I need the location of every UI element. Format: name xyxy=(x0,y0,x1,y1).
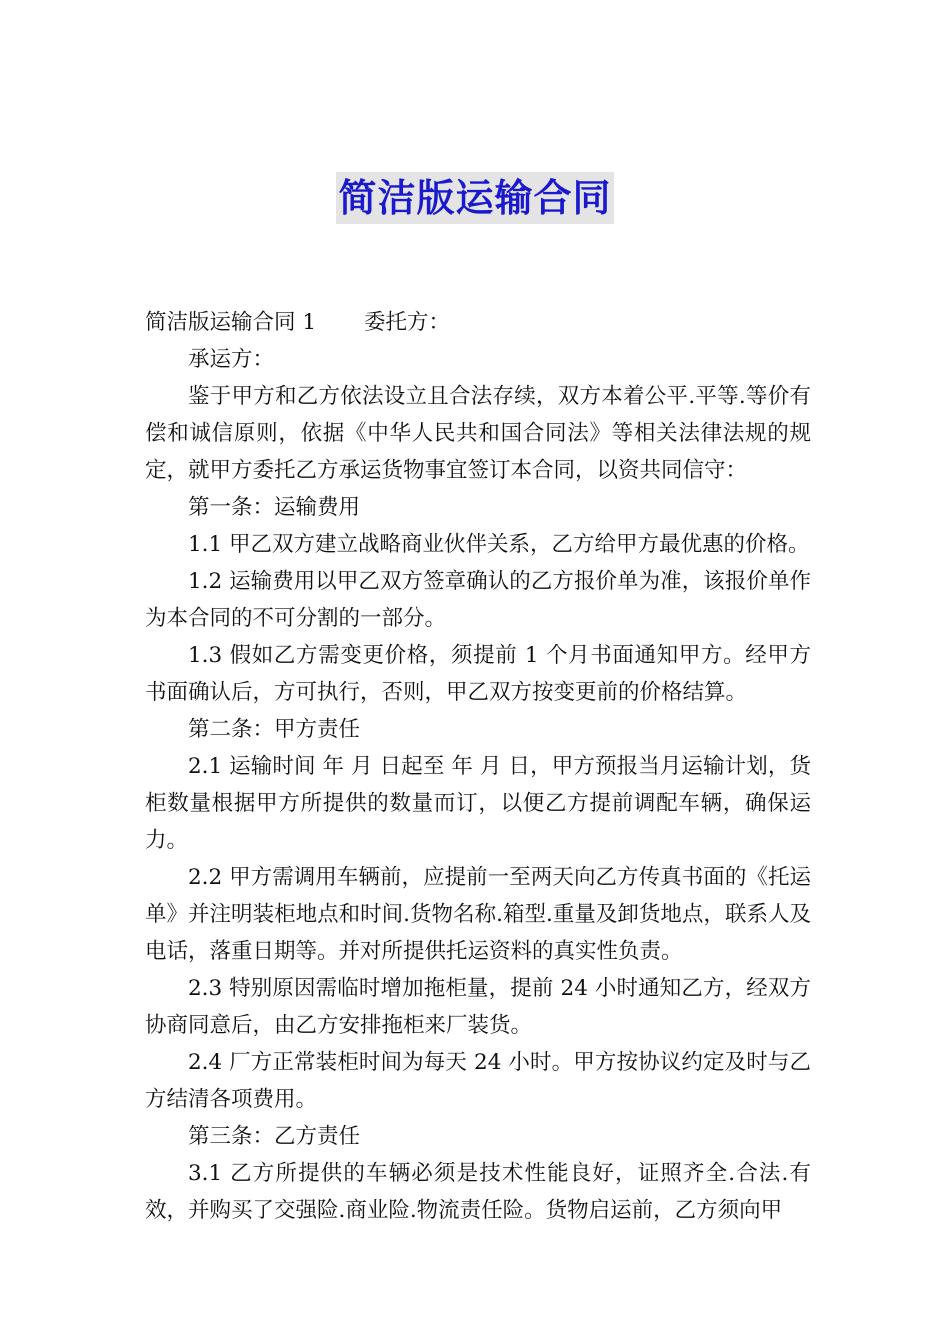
paragraph: 1.3 假如乙方需变更价格，须提前 1 个月书面通知甲方。经甲方书面确认后，方可执行，否则，甲乙双方按变更前的价格结算。 xyxy=(145,643,811,705)
paragraph: 鉴于甲方和乙方依法设立且合法存续，双方本着公平.平等.等价有偿和诚信原则，依据《中华人民共和国合同法》等相关法律法规的规定，就甲方委托乙方承运货物事宜签订本合同，以资共同信守： xyxy=(145,384,811,483)
paragraph: 1.2 运输费用以甲乙双方签章确认的乙方报价单为准，该报价单作为本合同的不可分割的一部分。 xyxy=(145,569,811,631)
document-title: 简洁版运输合同 xyxy=(336,172,613,224)
article-heading: 第二条：甲方责任 xyxy=(188,717,361,742)
first-line xyxy=(145,304,811,341)
paragraph: 3.1 乙方所提供的车辆必须是技术性能良好，证照齐全.合法.有效，并购买了交强险.商业险.物流责任险。货物启运前，乙方须向甲 xyxy=(145,1161,811,1223)
article-heading: 第一条：运输费用 xyxy=(188,495,361,520)
paragraph: 2.4 厂方正常装柜时间为每天 24 小时。甲方按协议约定及时与乙方结清各项费用。 xyxy=(145,1050,811,1112)
title-container xyxy=(0,172,950,224)
paragraph: 承运方： xyxy=(188,347,275,372)
paragraph: 2.3 特别原因需临时增加拖柜量，提前 24 小时通知乙方，经双方协商同意后，由乙方安排拖柜来厂装货。 xyxy=(145,976,811,1038)
document-body xyxy=(145,304,811,1229)
article-heading: 第三条：乙方责任 xyxy=(188,1124,361,1149)
section-heading: 简洁版运输合同 1 xyxy=(145,310,317,335)
paragraph: 2.1 运输时间 年 月 日起至 年 月 日，甲方预报当月运输计划，货柜数量根据甲方所提供的数量而订，以便乙方提前调配车辆，确保运力。 xyxy=(145,754,811,853)
client-label: 委托方： xyxy=(364,310,451,335)
paragraph: 1.1 甲乙双方建立战略商业伙伴关系，乙方给甲方最优惠的价格。 xyxy=(188,532,810,557)
paragraph: 2.2 甲方需调用车辆前，应提前一至两天向乙方传真书面的《托运单》并注明装柜地点和时间.货物名称.箱型.重量及卸货地点，联系人及电话，落重日期等。并对所提供托运资料的真实性负责。 xyxy=(145,865,811,964)
